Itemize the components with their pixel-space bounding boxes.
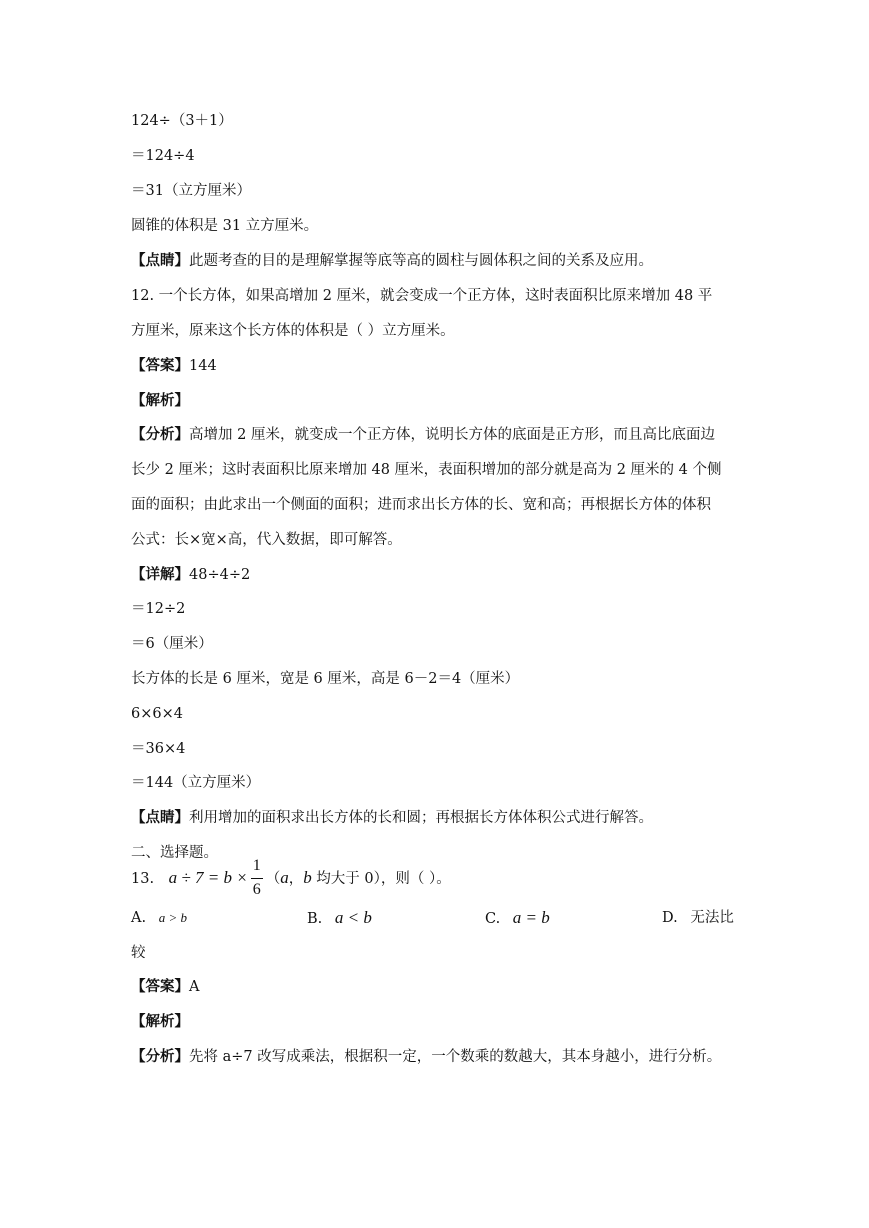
jiexi-tag: 【解析】 — [131, 1013, 189, 1030]
dianjing-text: 此题考查的目的是理解掌握等底等高的圆柱与圆体积之间的关系及应用。 — [189, 253, 653, 269]
text-line: ＝144（立方厘米） — [131, 775, 261, 791]
text-line: 面的面积；由此求出一个侧面的面积；进而求出长方体的长、宽和高；再根据长方体的体积 — [131, 497, 711, 513]
fraction-bar — [251, 878, 263, 879]
fraction-denominator: 6 — [252, 881, 261, 898]
option-d — [662, 908, 734, 928]
fenxi-text: 高增加 2 厘米，就变成一个正方体，说明长方体的底面是正方形，而且高比底面边 — [189, 427, 715, 443]
option-a-label: A. — [131, 910, 147, 926]
answer-tag: 【答案】 — [131, 357, 189, 374]
dianjing-tag: 【点睛】 — [131, 252, 189, 269]
question-13-number: 13. — [131, 871, 155, 887]
option-b — [307, 908, 372, 929]
fenxi-text: 先将 a÷7 改写成乘法，根据积一定，一个数乘的数越大，其本身越小，进行分析。 — [189, 1049, 722, 1065]
paren-open: （ — [265, 871, 281, 887]
section-heading: 二、选择题。 — [131, 845, 218, 861]
text-line: ＝124÷4 — [131, 148, 195, 164]
xiangjie-line — [131, 565, 250, 585]
text-line: 6×6×4 — [131, 706, 183, 722]
text-line: 圆锥的体积是 31 立方厘米。 — [131, 218, 319, 234]
text-line: 长方体的长是 6 厘米，宽是 6 厘米，高是 6－2＝4（厘米） — [131, 671, 520, 687]
question-12-line-2: 方厘米，原来这个长方体的体积是（ ）立方厘米。 — [131, 323, 455, 339]
dianjing-line — [131, 251, 653, 271]
jiexi-tag: 【解析】 — [131, 392, 189, 409]
text-line: 124÷（3＋1） — [131, 113, 233, 129]
comma: ， — [288, 871, 304, 887]
option-a — [131, 908, 187, 928]
fraction-numerator: 1 — [252, 857, 261, 874]
option-d-text: 无法比 — [690, 910, 734, 926]
answer-line — [131, 977, 199, 997]
text-line: ＝36×4 — [131, 741, 186, 757]
fenxi-line — [131, 425, 715, 445]
option-b-label: B. — [307, 911, 323, 927]
option-c-expr: a = b — [512, 908, 550, 927]
answer-line — [131, 356, 217, 376]
answer-tag: 【答案】 — [131, 978, 189, 995]
option-d-wrap: 较 — [131, 945, 146, 961]
text-line: ＝6（厘米） — [131, 636, 213, 652]
answer-value: 144 — [189, 358, 217, 374]
option-c — [485, 908, 550, 929]
text-line: 长少 2 厘米；这时表面积比原来增加 48 厘米，表面积增加的部分就是高为 2 厘米的 4 个侧 — [131, 462, 722, 478]
var-a: a — [280, 868, 289, 887]
option-c-label: C. — [485, 911, 501, 927]
text-line: 公式：长×宽×高，代入数据，即可解答。 — [131, 532, 402, 548]
text-line: ＝12÷2 — [131, 601, 186, 617]
fenxi-tag: 【分析】 — [131, 1048, 189, 1065]
jiexi-line — [131, 1012, 189, 1032]
question-12-line-1: 12. 一个长方体，如果高增加 2 厘米，就会变成一个正方体，这时表面积比原来增加 48 平 — [131, 288, 713, 304]
question-13-tail: 均大于 0），则（ ）。 — [311, 871, 451, 887]
xiangjie-text: 48÷4÷2 — [189, 567, 251, 583]
jiexi-line — [131, 391, 189, 411]
var-b: b — [303, 868, 312, 887]
dianjing-tag: 【点睛】 — [131, 809, 189, 826]
fraction-one-sixth — [250, 857, 264, 901]
text-line: ＝31（立方厘米） — [131, 183, 251, 199]
question-13 — [131, 856, 451, 901]
question-13-equation: a ÷ 7 = b × — [168, 868, 248, 887]
option-b-expr: a < b — [334, 908, 372, 927]
fenxi-line — [131, 1047, 721, 1067]
xiangjie-tag: 【详解】 — [131, 566, 189, 583]
answer-value: A — [189, 979, 200, 995]
dianjing-line — [131, 808, 653, 828]
dianjing-text: 利用增加的面积求出长方体的长和圆；再根据长方体体积公式进行解答。 — [189, 810, 653, 826]
fenxi-tag: 【分析】 — [131, 426, 189, 443]
option-a-expr: a > b — [158, 910, 187, 925]
option-d-label: D. — [662, 910, 678, 926]
